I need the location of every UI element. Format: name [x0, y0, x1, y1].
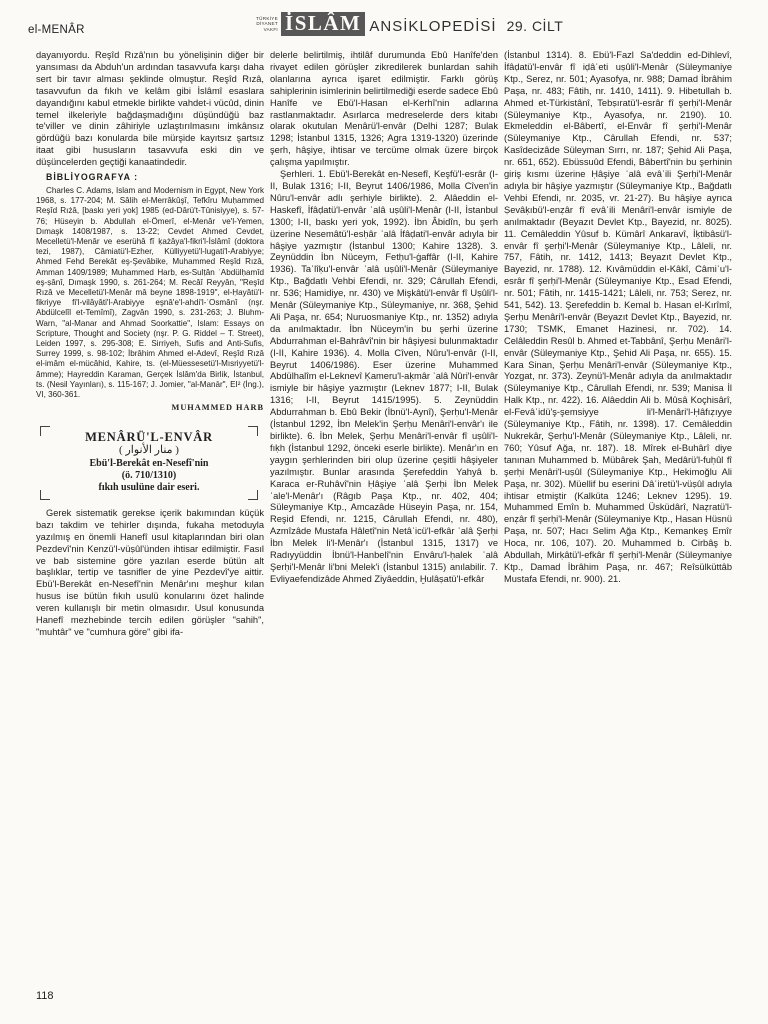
page-header: [24, 10, 744, 42]
paragraph: Şerhleri. 1. Ebü'l-Berekât en-Nesefî, Keşfü'l-esrâr (I-II, Bulak 1316; I-II, Beyrut 1406/1986, Molla Cîven'in Nûru'l-envâr adlı şerhiyle birlikte). 2. Alâeddin el-Haskefî, İfâḍatü'l-envâr ʿalâ uṣûli'l-Menâr (I-II, İstanbul 1300; I-II, baskı yeri yok, 1992). İbn Âbidîn, bu şerh üzerine Nesemâtü'l-esḥâr ʿalâ İfâḍati'l-envâr adıyla bir hâşiye yazmıştır (İstanbul 1300; Kahire 1328). 3. Zeynüddin İbn Nüceym, Fetḥu'l-ġaffâr (I-II, Kahire 1936). Taʿlîḳu'l-envâr ʿalâ uṣûli'l-Menâr (Süleymaniye Ktp., Bağdatlı Vehbi Efendi, nr. 329; Cârullah Efendi, nr. 536; Hamidiye, nr. 430) ve Mişkâtü'l-envâr fî Uṣûli'l-Menâr (Süleymaniye Ktp., Süleymaniye, nr. 368, Şehid Ali Paşa, nr. 654; Nuruosmaniye Ktp., nr. 1352) adıyla da anılmaktadır. İbn Nüceym'in bu şerhi üzerine Abdurrahman el-Bahrâvî'nin bir hâşiyesi bulunmaktadır (I-II, Kahire 1936). 4. Molla Cîven, Nûru'l-envâr (I-II, Beyrut 1406/1986). Eser üzerine Muhammed Abdülhalîm el-Leknevî Ḳameru'l-aḳmâr ʿalâ Nûri'l-envâr ismiyle bir hâşiye yazmıştır (Leknev 1877; I-II, Bulak 1316; I-II, Beyrut 1415/1995). 5. Zeynüddin Abdurrahman b. Ebû Bekir (İbnü'l-Aynî), Şerḥu'l-Menâr (İstanbul 1292, İbn Melek'in Şerḥu Menâri'l-envâr'ı ile birlikte). 6. İbn Melek, Şerḥu Menâri'l-envâr fî uṣûli'l-fıḳh (İstanbul 1292, önceki eserle birlikte). Menâr'ın en yaygın şerhlerinden biri olup üzerine çeşitli hâşiyeler yazılmıştır. Bunlar arasında Şerefeddin Yahyâ b. Karaca er-Ruhâvî'nin Ḥâşiye ʿalâ Şerḥi İbn Melek ʿale'l-Menâr'ı (Râgıb Paşa Ktp., nr. 402, 404; Süleymaniye Ktp., Amcazâde Hüseyin Paşa, nr. 154, Reşid Efendi, nr. 1215, Cârullah Efendi, nr. 480), Azmîzâde Mustafa Hâletî'nin Netâʾicü'l-efkâr ʿalâ Şerḥi İbn Melek li'l-Menâr'ı (İstanbul 1315, 1317) ve Radıyyüddin İbnü'l-Hanbelî'nin Envâru'l-ḥalek ʿalâ Şerḥi'l-Menâr li'bni Melek'i (İstanbul 1315) anılabilir. 7. Evliyaefendizâde Ahmed Ziyâeddin, Ḫulâṣatü'l-efkâr: [270, 169, 498, 584]
box-corner: [40, 490, 50, 500]
bibliography-heading: BİBLİYOGRAFYA :: [46, 172, 139, 183]
article-title-arabic: ( منار الأنوار ): [119, 444, 179, 457]
text-column-1: [36, 50, 264, 639]
article-subtitle: (ö. 710/1310): [121, 469, 177, 481]
encyclopedia-name: ANSİKLOPEDİSİ: [369, 17, 497, 35]
bibliography-text: Charles C. Adams, Islam and Modernism in Egypt, New York 1968, s. 177-204; M. Sâlih el-Merrâkûşî, Tefkîru Muḥammed Reşîd Rıżâ, [baskı yeri yok] 1985 (ed-Dârü't-Tûnisiyye), s. 57-76; Hüseyin b. Abdullah el-Ömerî, el-Menâr ve'l-Yemen, Dımaşk 1408/1987, s. 13-22; Cevdet Ahmed Cevdet, Mecelletü'l-Menâr ve eserühâ fî ḳażâya'l-fikri'l-İslâmî (doktora tezi, 1987), Câmiatü'l-Ezher, Külliyyetü'l-lugati'l-Arabiyye; Ahmed Fehd Berekât eş-Şevâbike, Muhammed Reşîd Rızâ, Amman 1409/1989; Muhammed Harb, es-Sulṭân ʿAbdülḥamîd eş-ṣânî, Dımaşk 1990, s. 261-264; M. Recâî Reyyân, "Reşîd Rızâ ve Mecelletü'l-Menâr mâ beyne 1898-1919", el-Ḥayâtü'l-fikriyye fi'l-vilâyâti'l-Arabiyye eşnâ'e'l-ahdi'l-ʿOsmânî (nşr. Abdülcelîl et-Temîmî), Zagvân 1990, s. 231-263; J. Bluhm-Warn, "al-Manar and Ahmad Soorkattie", Islam: Essays on Scripture, Thought and Society (nşr. P. G. Riddel – T. Street), Leiden 1997, s. 295-308; E. Sirriyeh, Sufis and Anti-Sufis, Surrey 1999, s. 98-102; İbrâhim Ahmed el-Adevî, Reşîd Rızâ el-imâm el-mücâhid, Kahire, ts. (el-Müessesetü'l-Mısriyyetü'l-âmme); Hayreddin Karaman, Gerçek İslâm'da Birlik, İstanbul, ts. (Nesil Yayınları), s. 115-167; J. Jomier, "al-Manār", EI² (İng.), VI, 360-361.: [36, 185, 264, 400]
encyclopedia-brand: [256, 12, 563, 36]
box-corner: [40, 426, 50, 436]
article-author: MUHAMMED HARB: [171, 403, 264, 413]
text-column-3: [504, 50, 732, 586]
running-head: el-MENÂR: [28, 24, 85, 36]
box-corner: [248, 490, 258, 500]
page-number: 118: [36, 990, 54, 1002]
brand-small-text: TÜRKİYE DİYANET VAKFI: [256, 15, 279, 32]
article-subtitle: Ebü'l-Berekât en-Nesefî'nin: [89, 457, 209, 469]
text-column-2: [270, 50, 498, 586]
paragraph: delerle belirtilmiş, ihtilâf durumunda Ebû Hanîfe'den rivayet edilen görüşler zikredilerek bunlardan sahih olanlarına ayrıca işaret edilmiştir. Farklı görüş sahiplerinin isimlerinin belirtilmediği eserde sadece Ebû Hanîfe ve Ebü'l-Hasan el-Kerhî'nin adlarına rastlanmaktadır. Asırlarca medreselerde ders kitabı olarak okutulan Menârü'l-envâr (Delhi 1287; Bulak 1298; İstanbul 1315, 1326; Agra 1319-1320) üzerinde şerh, hâşiye, ihtisar ve tercüme olmak üzere birçok çalışma yapılmıştır.: [270, 50, 498, 168]
article-title: MENÂRÜ'L-ENVÂR: [85, 430, 213, 445]
box-corner: [248, 426, 258, 436]
paragraph: Gerek sistematik gerekse içerik bakımından küçük bazı takdim ve tehirler dışında, fukaha metoduyla yazılmış en önemli Hanefî usul kitaplarından biri olan Pezdevî'nin Kenzü'l-vüṣûl'ünden ihtisar edilmiştir. Fasıl ve bab sistemine göre yazılan eserde bütün alt başlıklar, tertip ve tasnifler de yine Pezdevî'ye aittir. Ebü'l-Berekât en-Nesefî'nin Menâr'ını meşhur kılan husus ise bütün fıkıh usulü konularını özet halinde veren kullanışlı bir metin olmasıdır. Usul konusunda Hanefî mezhebinde tercih edilen görüşler "sahih", "muhtâr" ve "cumhura göre" gibi ifa-: [36, 507, 264, 638]
paragraph: (İstanbul 1314). 8. Ebü'l-Fazl Sa'deddin ed-Dihlevî, İfâḍatü'l-envâr fî iḍâʾeti uṣûli'l-Menâr (Süleymaniye Ktp., Serez, nr. 501; Ayasofya, nr. 988; Damad İbrâhim Paşa, nr. 483; Fâtih, nr. 1410, 1411). 9. Hibetullah b. Ahmed et-Türkistânî, Tebṣıratü'l-esrâr fî şerḥi'l-Menâr (Süleymaniye Ktp., Ayasofya, nr. 2190). 10. Ekmeleddin el-Bâbertî, el-Envâr fî şerḥi'l-Menâr (Süleymaniye Ktp., Cârullah Efendi, nr. 537; Kasîdecizâde Süleyman Sırrı, nr. 187; Şehid Ali Paşa, nr. 651, 652). Ebüssuûd Efendi, Bâbertî'nin bu şerhinin giriş kısmı üzerine Ḥâşiye ʿalâ evâʾili Şerḥi'l-Menâr adıyla bir hâşiye yazmıştır (Süleymaniye Ktp., Bağdatlı Vehbi Efendi, nr. 2035, vr. 21-27). Bu hâşiye ayrıca Ṣevâḳıbü'l-enẓâr fî evâʾili Menâri'l-envâr ismiyle de anılmaktadır (Beyazıt Devlet Ktp., Bayezid, nr. 8025). 11. Cemâleddin Yûsuf b. Kümârî Ankaravî, İḳtibâsü'l-envâr fî şerḥi'l-Menâr (Süleymaniye Ktp., Lâleli, nr. 757, Fâtih, nr. 1412, 1413; Beyazıt Devlet Ktp., Bayezid, nr. 1788). 12. Kıvâmüddin el-Kâkî, Câmiʿu'l-esrâr fî şerḥi'l-Menâr (Süleymaniye Ktp., Esad Efendi, nr. 501; Fâtih, nr. 1415-1421; Lâleli, nr. 753; Serez, nr. 541, 542). 13. Şerefeddin b. Kemal b. Hasan el-Kırîmî, Şerḥu Menâri'l-envâr (Beyazıt Devlet Ktp., Bayezid, nr. 1730; TSMK, Emanet Hazinesi, nr. 702). 14. Celâleddin Resûl b. Ahmed et-Tabbânî, Şerḥu Menâri'l-envâr (Süleymaniye Ktp., Şehid Ali Paşa, nr. 655). 15. Kara Sinan, Şerḥu Menâri'l-envâr (Süleymaniye Ktp., Yozgat, nr. 373). Zeynü'l-Menâr adıyla da anılmaktadır (Süleymaniye Ktp., Cârullah Efendi, nr. 539; Manisa İl Halk Ktp., nr. 422). 16. Alâeddin Ali b. Mûsâ Koçhisârî, el-Fevâʾidü'ş-şemsiyye li'l-Menâri'l-Ḥâfıẓıyye (Süleymaniye Ktp., Fâtih, nr. 1398). 17. Cemâleddin Nukrekâr, Şerḥu'l-Menâr (Süleymaniye Ktp., Lâleli, nr. 760; Yûsuf Ağa, nr. 187). 18. Mîrek el-Buhârî diye tanınan Muhammed b. Mübârek Şah, Medârü'l-fuḥûl fî şerḥi Menâri'l-uṣûl (Süleymaniye Ktp., Hekimoğlu Ali Paşa, nr. 302). Müellif bu eserini Dâʾiretü'l-vüṣûl adıyla ihtisar etmiştir (Kalküta 1246; Leknev 1295). 19. Muhammed Emîn b. Muhammed Üsküdârî, Naẓratü'l-enẓâr fî şerḥi'l-Menâr (Süleymaniye Ktp., Hasan Hüsnü Paşa, nr. 507; Hacı Selim Ağa Ktp., Kemankeş Emîr Hoca, nr. 106, 107). 20. Muhammed b. Cirbâş b. Abdullah, Mirḳâtü'l-efkâr fî şerḥi'l-Menâr (Süleymaniye Ktp., Damad İbrâhim Paşa, nr. 467; Reîsülküttâb Mustafa Efendi, nr. 900). 21.: [504, 50, 732, 584]
volume-number: 29. CİLT: [506, 18, 564, 34]
paragraph: dayanıyordu. Reşîd Rızâ'nın bu yönelişinin diğer bir yansıması da Abduh'un ardından tasavvufa karşı daha sert bir tavır alması şeklinde olmuştur. Reşîd Rızâ, tasavvufun da fıkıh ve kelâm gibi İslâmî esaslara dayandığını kabul etmekle birlikte vahdet-i vücûd, dinin temel ilkeleriyle bağdaşmadığını düşündüğü baz te'viller ve dinin zâhiriyle uzlaştırılmasını imkânsız gördüğü bazı konularda bile mürşide kayıtsız şartsız itaat gibi hususların tasavvufa eski din ve düşüncelerden geçtiği kanaatindedir.: [36, 50, 264, 168]
islam-logo: İSLÂM: [281, 12, 365, 36]
article-title-box: [40, 426, 258, 500]
article-subtitle: fıkıh usulüne dair eseri.: [98, 481, 200, 493]
